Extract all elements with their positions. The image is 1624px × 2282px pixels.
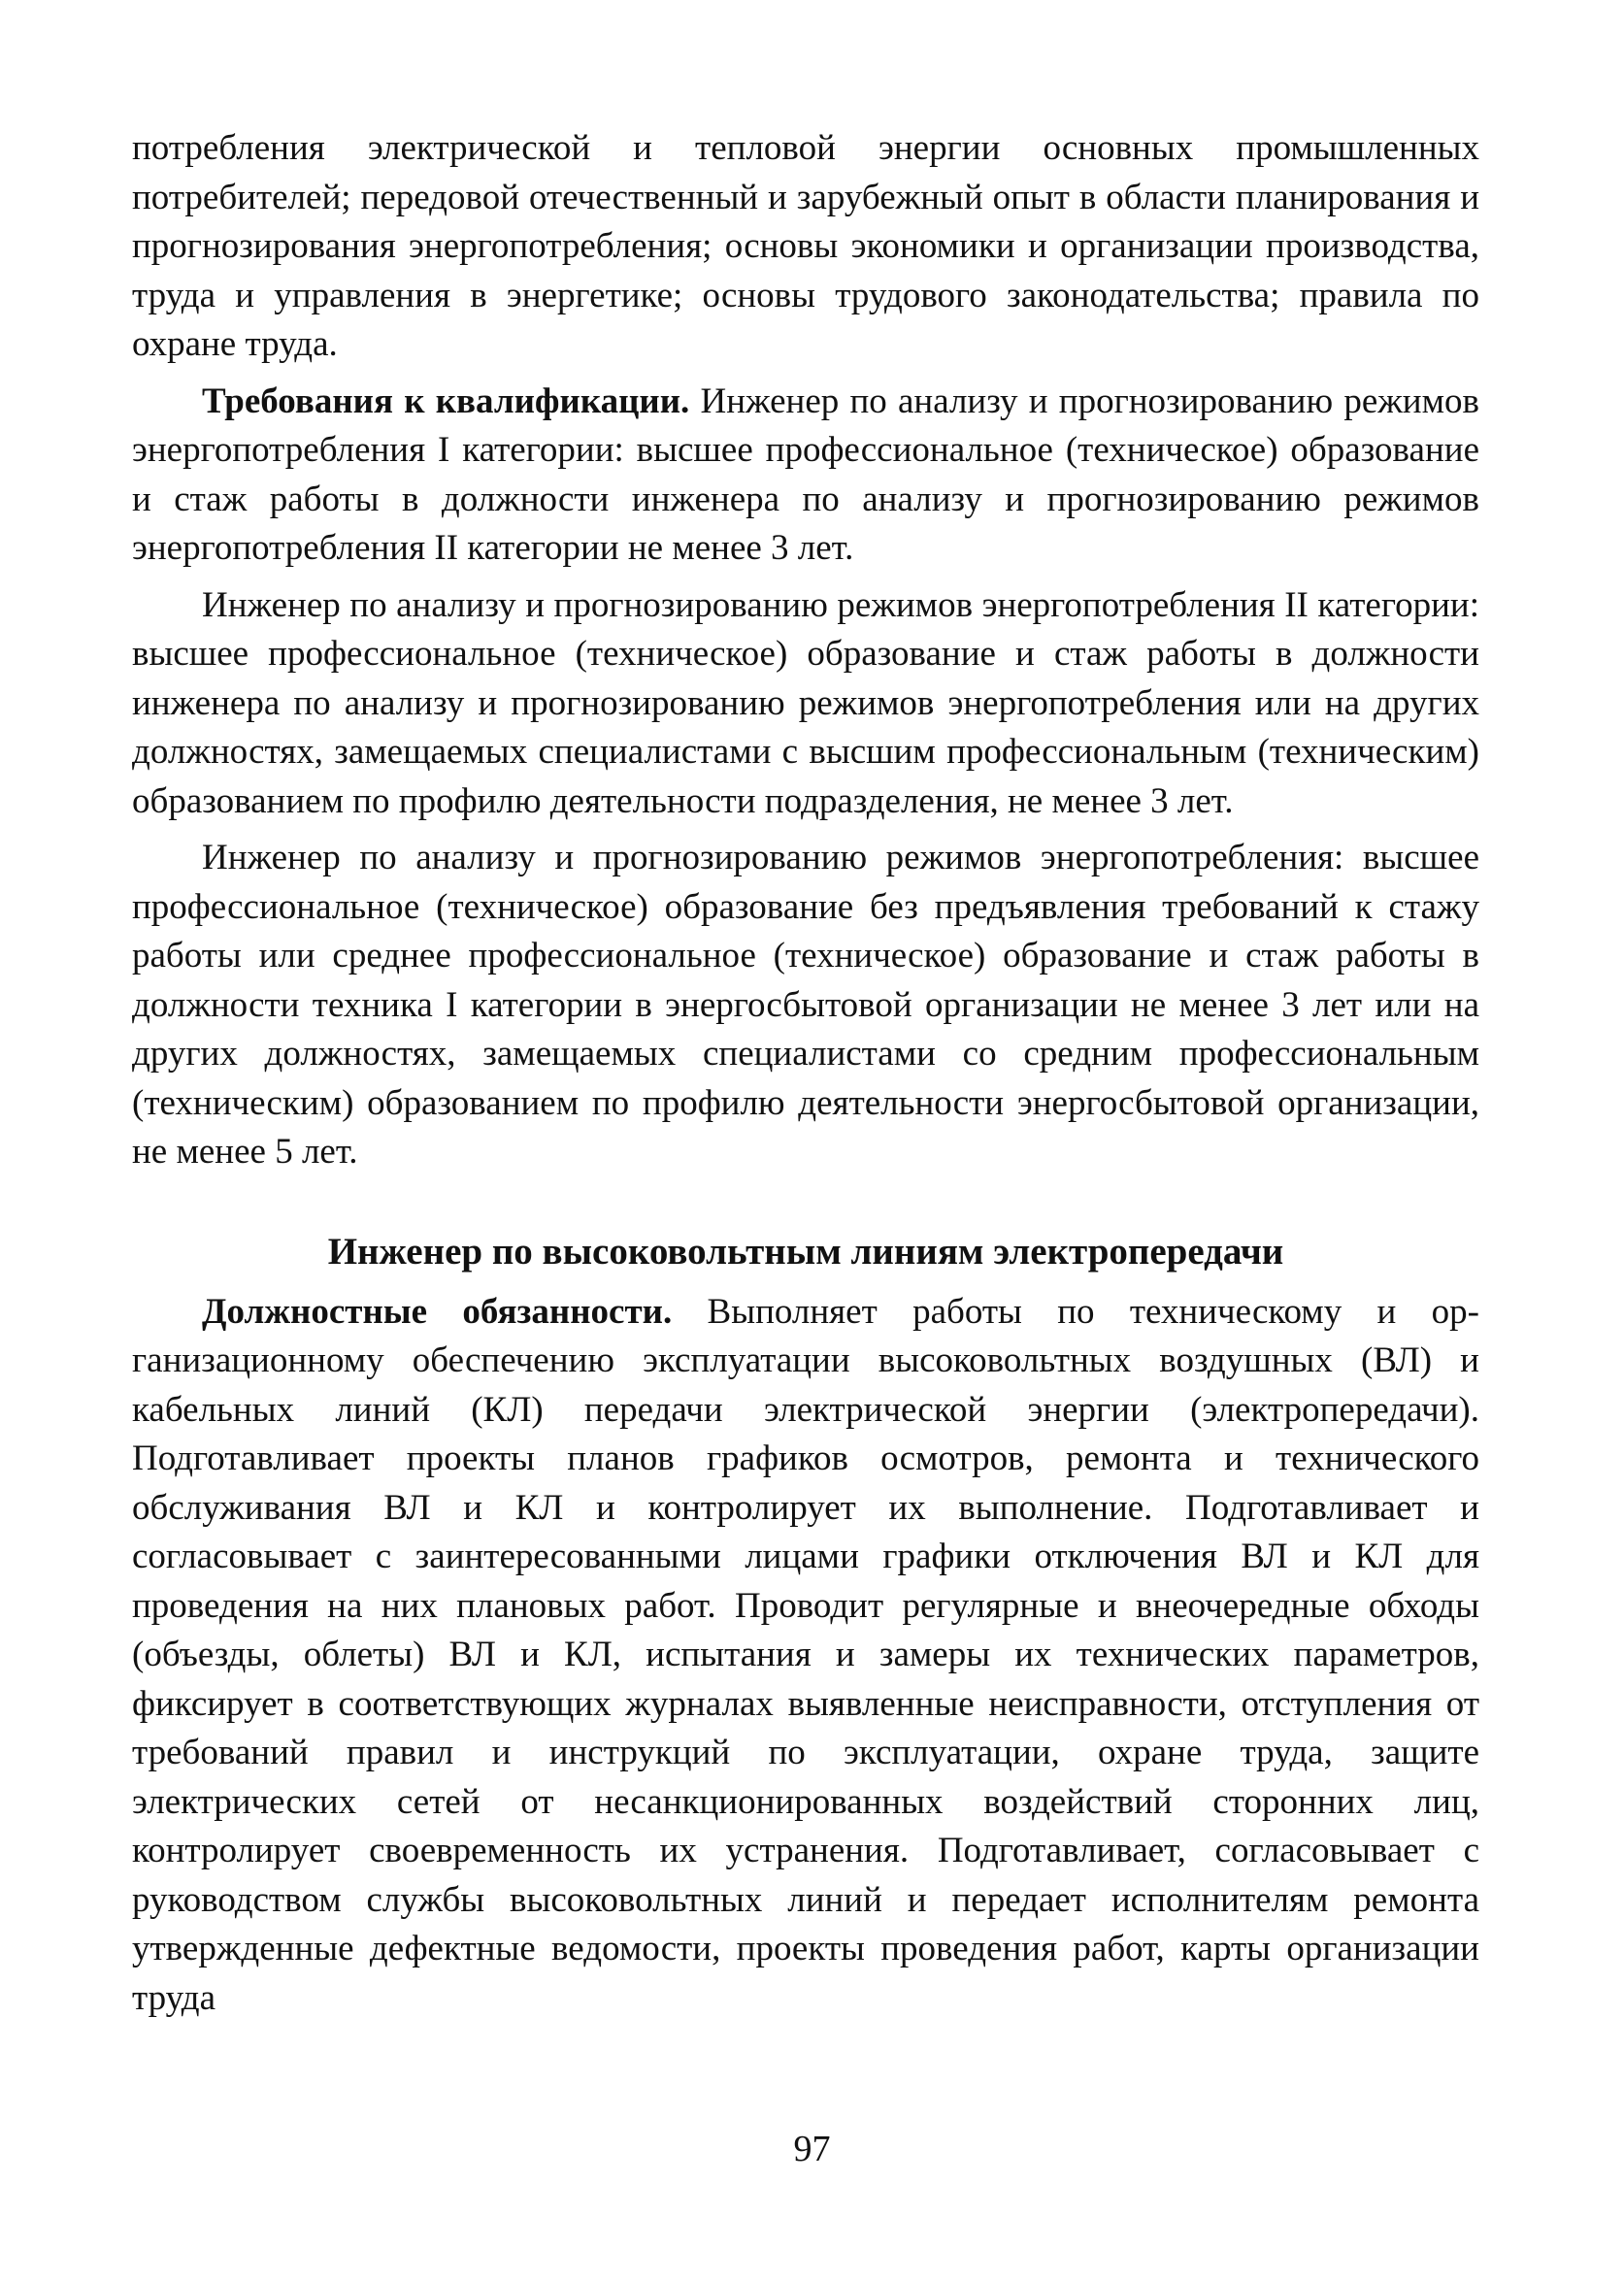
duties-text: Выполняет работы по техническому и организационному обеспечению эксплуатации высоковольтных воздушных (ВЛ) и кабельных линий (КЛ) передачи электрической энергии (электропередачи). Подготавливает проекты планов графиков осмотров, ремонта и технического обслуживания ВЛ и КЛ и контролирует их выполнение. Подготавливает и согласовывает с заинтересованными лицами графики отключения ВЛ и КЛ для проведения на них плановых работ. Проводит регулярные и внеочередные обходы (объезды, облеты) ВЛ и КЛ, испытания и замеры их технических параметров, фиксирует в соответствующих журналах выявленные неисправности, отступления от требований правил и инструкций по эксплуатации, охране труда, защите электрических сетей от несанкционированных воздействий сторонних лиц, контролирует своевременность их устранения. Подготавливает, согласовывает с руководством службы высоковольтных линий и передает исполнителям ремонта утвержденные дефектные ведомости, проекты проведения работ, карты организации труда xyxy=(132,1291,1479,2018)
paragraph-duties xyxy=(132,1288,1479,2024)
paragraph-continued: потребления электрической и тепловой энергии основных промышленных потребителей; передовой отечественный и зарубежный опыт в области планирования и прогнозирования энергопотребления; основы экономики и организации производства, труда и управления в энергетике; основы трудового законодательства; правила по охране труда. xyxy=(132,128,1479,364)
qualification-heading: Требования к квалификации. xyxy=(202,380,690,421)
page-body xyxy=(132,124,1479,2023)
duties-heading: Должностные обязанности. xyxy=(202,1291,673,1332)
qualification-text: Инженер по анализу и прогнозированию режимов энергопотребления I категории: высшее профессиональное (техническое) образование и стаж работы в должности инженера по анализу и прогнозированию режимов энергопотребления II категории не менее 3 лет. xyxy=(132,380,1479,568)
section-title: Инженер по высоковольтным линиям электропередачи xyxy=(327,1230,1284,1273)
paragraph-category-2: Инженер по анализу и прогнозированию режимов энергопотребления II категории: высшее профессиональное (техническое) образование и стаж работы в должности инженера по анализу и прогнозированию режимов энергопотребления или на других должностях, замещаемых специалистами с высшим профессиональным (техническим) образованием по профилю деятельности подразделения, не менее 3 лет. xyxy=(132,584,1479,821)
paragraph-qualification xyxy=(132,378,1479,574)
page-number: 97 xyxy=(793,2129,831,2169)
paragraph-engineer: Инженер по анализу и прогнозированию режимов энергопотребления: высшее профессиональное (техническое) образование без предъявления требований к стажу работы или среднее профессиональное (техническое) образование и стаж работы в должности техника I категории в энергосбытовой организации не менее 3 лет или на других должностях, замещаемых специалистами со средним профессиональным (техническим) образованием по профилю деятельности энергосбытовой организации, не менее 5 лет. xyxy=(132,838,1479,1172)
